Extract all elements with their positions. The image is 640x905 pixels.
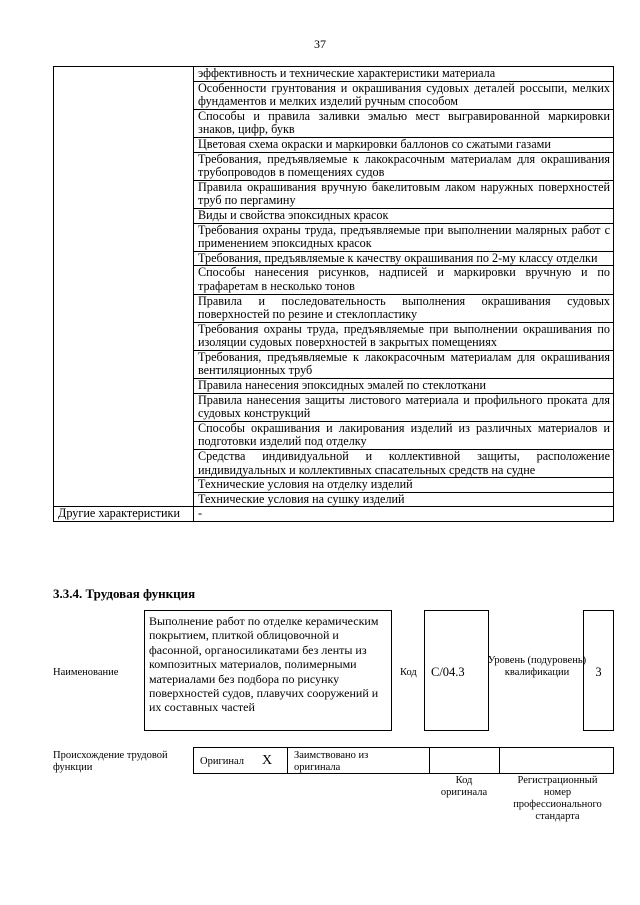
row-text: Способы и правила заливки эмалью мест выгравированной маркировки знаков, цифр, букв: [194, 109, 614, 137]
name-label: Наименование: [53, 667, 119, 678]
row-label: [54, 67, 194, 507]
section-title: 3.3.4. Трудовая функция: [53, 586, 196, 601]
table-row: [54, 67, 614, 82]
original-code-cell: [429, 747, 500, 774]
requirements-table: [53, 66, 614, 522]
level-value: 3: [583, 610, 614, 731]
row-text: -: [194, 507, 614, 522]
row-text: Требования охраны труда, предъявляемые при выполнении малярных работ с применением эпоксидных красок: [194, 223, 614, 251]
function-name-value: Выполнение работ по отделке керамическим покрытием, плиткой облицовочной и фасонной, органосиликатами без ленты из композитных материалов, полимерными материалами без подбора по рисунку поверхностей судов, плавучих сооружений и их составных частей: [144, 610, 392, 731]
row-text: Требования, предъявляемые к лакокрасочным материалам для окрашивания трубопроводов в помещениях судов: [194, 152, 614, 180]
row-text: Правила нанесения эпоксидных эмалей по стеклоткани: [194, 379, 614, 394]
row-text: Цветовая схема окраски и маркировки баллонов со сжатыми газами: [194, 137, 614, 152]
page-number: 37: [314, 37, 326, 51]
row-text: Требования охраны труда, предъявляемые при выполнении окрашивания по изоляции судовых поверхностей в закрытых помещениях: [194, 322, 614, 350]
level-label: Уровень (подуровень) квалификации: [487, 655, 587, 678]
origin-label: Происхождение трудовой функции: [53, 750, 168, 773]
row-text: Технические условия на сушку изделий: [194, 492, 614, 507]
code-caption: Код оригинала: [440, 775, 488, 798]
row-label: Другие характеристики: [54, 507, 194, 522]
row-text: Требования, предъявляемые к лакокрасочным материалам для окрашивания вентиляционных труб: [194, 350, 614, 378]
reg-number-cell: [499, 747, 614, 774]
row-text: Виды и свойства эпоксидных красок: [194, 208, 614, 223]
row-text: Способы нанесения рисунков, надписей и маркировки вручную и по трафаретам в несколько тонов: [194, 266, 614, 294]
code-label: Код: [400, 667, 417, 678]
table-row: [54, 507, 614, 522]
original-cell: [193, 747, 288, 774]
code-value: C/04.3: [424, 610, 489, 731]
row-text: Требования, предъявляемые к качеству окрашивания по 2-му классу отделки: [194, 251, 614, 266]
row-text: Правила и последовательность выполнения окрашивания судовых поверхностей по резине и стеклопластику: [194, 294, 614, 322]
row-text: Особенности грунтования и окрашивания судовых деталей россыпи, мелких фундаментов и мелких изделий ручным способом: [194, 81, 614, 109]
borrowed-label: Заимствовано из оригинала: [294, 750, 369, 773]
row-text: эффективность и технические характеристики материала: [194, 67, 614, 82]
row-text: Технические условия на отделку изделий: [194, 478, 614, 493]
original-label: Оригинал: [200, 756, 244, 767]
row-text: Правила нанесения защиты листового материала и профильного проката для судовых конструкций: [194, 393, 614, 421]
reg-caption: Регистрационный номер профессионального стандарта: [513, 775, 602, 822]
row-text: Способы окрашивания и лакирования изделий из различных материалов и подготовки изделий под отделку: [194, 421, 614, 449]
borrowed-cell: [287, 747, 430, 774]
row-text: Средства индивидуальной и коллективной защиты, расположение индивидуальных и коллективных спасательных средств на судне: [194, 450, 614, 478]
row-text: Правила окрашивания вручную бакелитовым лаком наружных поверхностей труб по пергамину: [194, 180, 614, 208]
original-mark: X: [262, 753, 273, 768]
